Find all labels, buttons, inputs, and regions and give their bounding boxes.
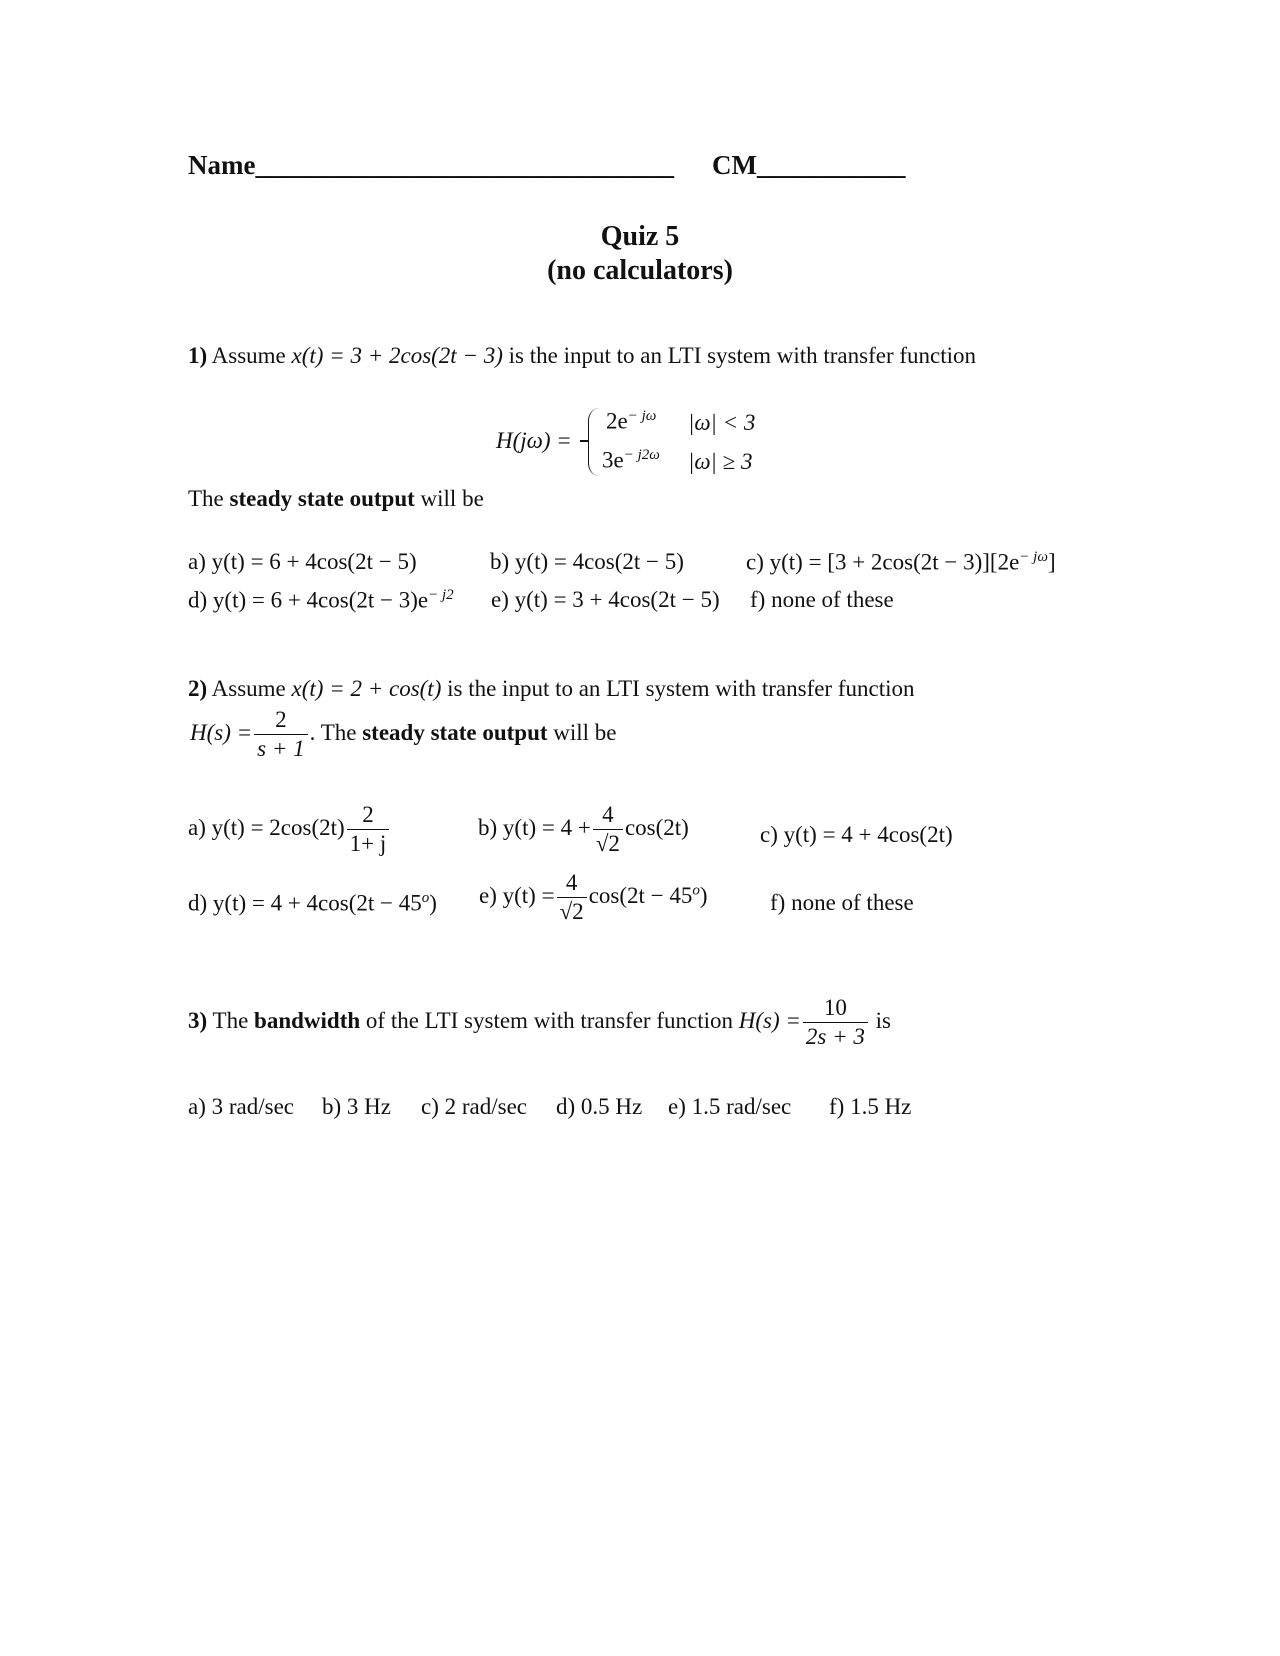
page-title [0,220,1280,288]
q1-prompt: The steady state output will be [188,486,484,511]
q2-option-c[interactable]: c) y(t) = 4 + 4cos(2t) [760,822,953,847]
q2-h-fraction: $\frac{2}{s + 1}$ [254,708,307,761]
q3-option-d[interactable]: d) 0.5 Hz [556,1094,643,1119]
name-blank[interactable]: _______________________________ [255,150,674,180]
q2-transfer-function: H(s) = $\frac{2}{s + 1}$ . The steady state output will be [190,707,617,762]
q1-option-c[interactable]: c) $y(t) = [3 + 2\cos(2t - 3)][2e^{- j\omega}]$ [746,549,1056,575]
q2-statement: 2) Assume x(t) = 2 + cos(t) is the input to an LTI system with transfer function [188,676,915,701]
q2-number: 2) [188,676,208,701]
q2-option-d[interactable]: d) $y(t) = 4 + 4\cos(2t - 45^o)$ [188,890,437,916]
q3-statement: 3) The bandwidth of the LTI system with transfer function H(s) = $\frac{10}{2s + 3}$ is [188,995,891,1050]
q1-brace [588,408,599,476]
q3-option-f[interactable]: f) 1.5 Hz [829,1094,912,1119]
q1-brace-tip [580,440,589,442]
q2-option-b[interactable]: b) y(t) = 4 + $\frac{4}{√2}$ cos(2t) [478,802,689,857]
q1-option-b[interactable]: b) y(t) = 4cos(2t − 5) [490,549,684,574]
q1-h-lhs: H(jω) = [496,428,572,453]
q1-statement: 1) Assume x(t) = 3 + 2cos(2t − 3) is the input to an LTI system with transfer function [188,343,977,368]
q1-option-a[interactable]: a) y(t) = 6 + 4cos(2t − 5) [188,549,417,574]
q2-option-e[interactable]: e) y(t) = $\frac{4}{√2}$ $\cos(2t - 45^o)$ [479,870,708,925]
q3-option-e[interactable]: e) 1.5 rad/sec [668,1094,792,1119]
q2-input-signal: x(t) = 2 + cos(t) [291,676,442,701]
q1-case-1: $2e^{- j\omega}$ [606,408,657,434]
q1-option-f[interactable]: f) none of these [750,587,894,612]
q2-option-a[interactable]: a) y(t) = 2cos(2t) $\frac{2}{1+ j}$ [188,803,391,856]
q3-number: 3) [188,1007,208,1033]
q2-option-f[interactable]: f) none of these [770,890,914,915]
q1-option-e[interactable]: e) y(t) = 3 + 4cos(2t − 5) [491,587,720,612]
name-label: Name [188,150,256,180]
title-line-1: Quiz 5 [600,221,680,252]
title-line-2: (no calculators) [547,255,733,286]
q1-case-1-condition: |ω| < 3 [688,410,756,435]
q3-option-b[interactable]: b) 3 Hz [322,1094,391,1119]
q1-case-2-condition: |ω| ≥ 3 [688,449,753,474]
q3-h-fraction: $\frac{10}{2s + 3}$ [803,996,868,1049]
name-field[interactable] [188,150,674,181]
q1-case-2: $3e^{- j2\omega}$ [602,447,660,473]
q1-number: 1) [188,343,208,368]
cm-blank[interactable]: ___________ [756,150,906,180]
q3-option-a[interactable]: a) 3 rad/sec [188,1094,294,1119]
q1-input-signal: x(t) = 3 + 2cos(2t − 3) [291,343,503,368]
q1-option-d[interactable]: d) $y(t) = 6 + 4\cos(2t - 3)e^{- j2}$ [188,587,454,613]
q3-option-c[interactable]: c) 2 rad/sec [421,1094,527,1119]
cm-label: CM [712,150,757,180]
cm-field[interactable] [712,150,905,181]
